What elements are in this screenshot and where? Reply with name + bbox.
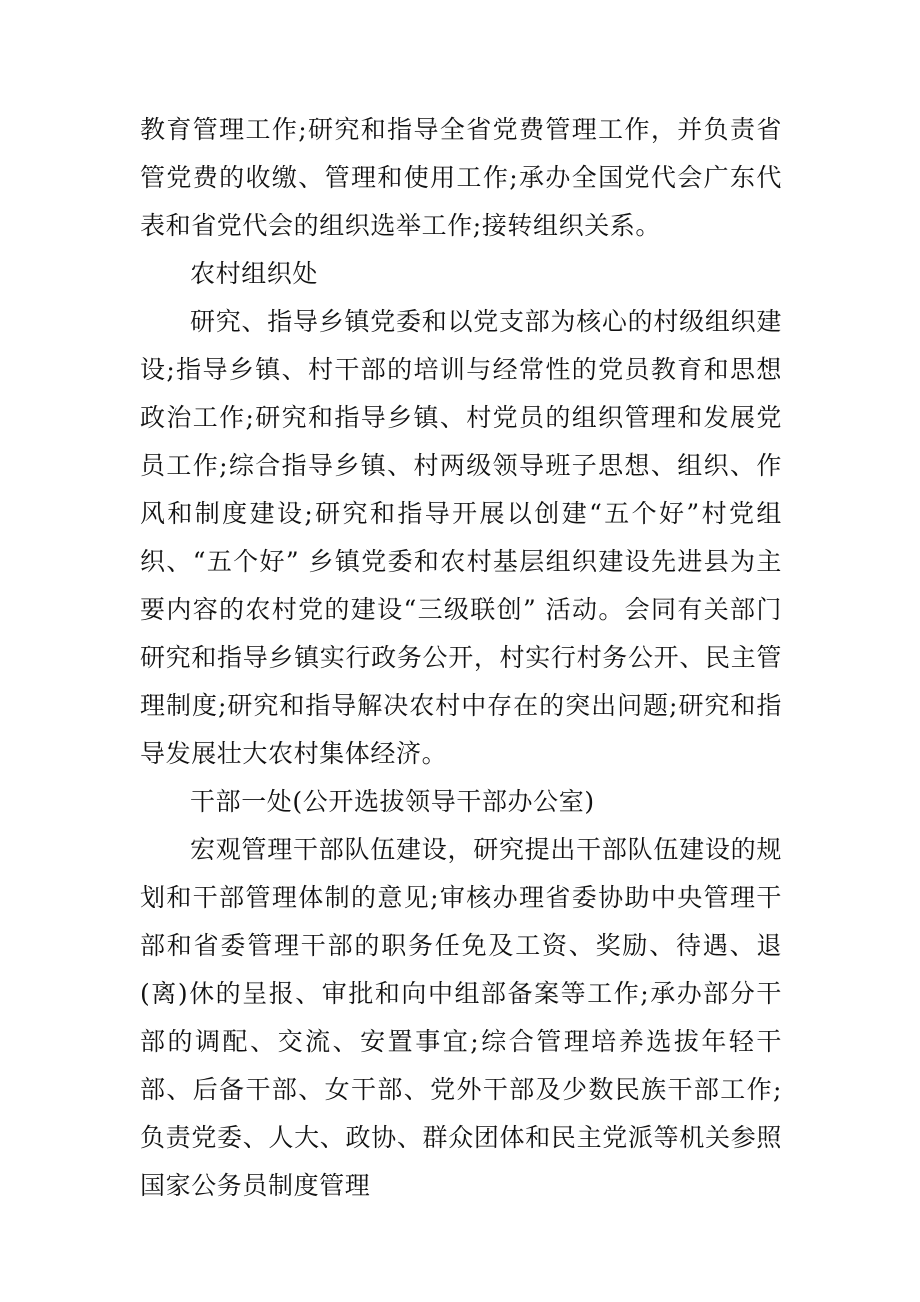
paragraph-party-affairs-continued: 教育管理工作;研究和指导全省党费管理工作，并负责省管党费的收缴、管理和使用工作;承办全国党代会广东代表和省党代会的组织选举工作;接转组织关系。	[140, 115, 782, 240]
paragraph-cadre-division-duties: 宏观管理干部队伍建设，研究提出干部队伍建设的规划和干部管理体制的意见;审核办理省委协助中央管理干部和省委管理干部的职务任免及工资、奖励、待遇、退(离)休的呈报、审批和向中组部备案等工作;承办部分干部的调配、交流、安置事宜;综合管理培养选拔年轻干部、后备干部、女干部、党外干部及少数民族干部工作;负责党委、人大、政协、群众团体和民主党派等机关参照国家公务员制度管理	[140, 835, 782, 1200]
paragraph-rural-organization-duties: 研究、指导乡镇党委和以党支部为核心的村级组织建设;指导乡镇、村干部的培训与经常性的党员教育和思想政治工作;研究和指导乡镇、村党员的组织管理和发展党员工作;综合指导乡镇、村两级领导班子思想、组织、作风和制度建设;研究和指导开展以创建“五个好”村党组织、“五个好” 乡镇党委和农村基层组织建设先进县为主要内容的农村党的建设“三级联创” 活动。会同有关部门研究和指导乡镇实行政务公开，村实行村务公开、民主管理制度;研究和指导解决农村中存在的突出问题;研究和指导发展壮大农村集体经济。	[140, 307, 782, 768]
section-heading-cadre-division-one: 干部一处(公开选拔领导干部办公室)	[190, 787, 595, 816]
document-body	[140, 106, 782, 1210]
section-heading-rural-organization: 农村组织处	[190, 259, 319, 288]
